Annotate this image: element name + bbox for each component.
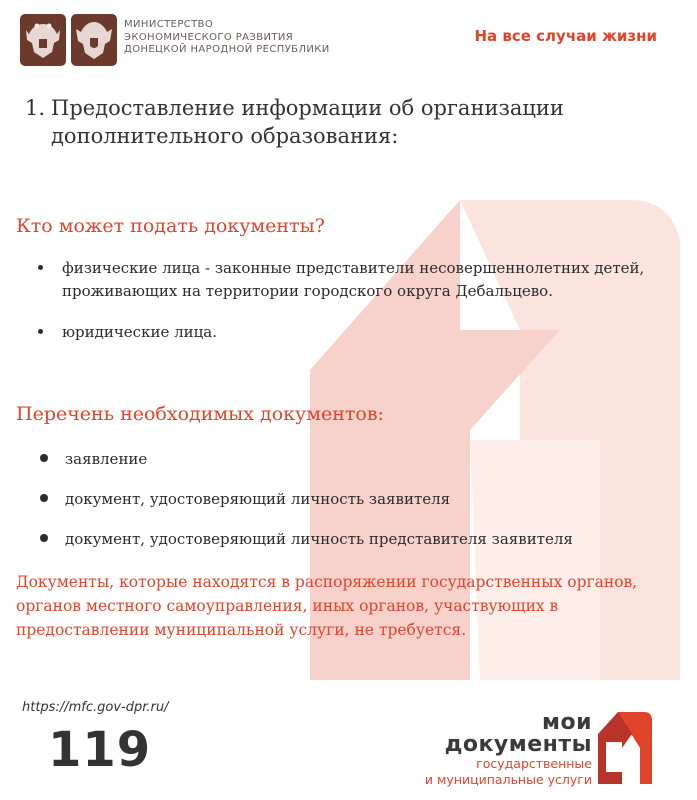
section-title-who-can-apply: Кто может подать документы?	[16, 215, 325, 237]
brand-line: документы	[444, 732, 592, 757]
bullet-icon	[38, 329, 43, 334]
list-item	[38, 488, 688, 528]
ministry-line: МИНИСТЕРСТВО	[124, 19, 214, 30]
heading-number: 1.	[25, 96, 46, 120]
brand-line: государственные	[476, 756, 592, 771]
bullet-icon	[40, 454, 48, 462]
bullet-icon	[40, 494, 48, 502]
section-title-required-documents: Перечень необходимых документов:	[16, 403, 384, 425]
bullet-icon	[38, 265, 43, 270]
page-title	[25, 94, 645, 150]
brand-line: и муниципальные услуги	[424, 772, 592, 787]
brand-line: мои	[541, 710, 592, 735]
ministry-line: ЭКОНОМИЧЕСКОГО РАЗВИТИЯ	[124, 31, 294, 43]
applicants-list	[36, 257, 696, 344]
ministry-name	[124, 19, 330, 57]
heading-text: Предоставление информации об организации дополнительного образования:	[51, 96, 564, 148]
list-item	[36, 257, 696, 303]
list-item-text: документ, удостоверяющий личность заявителя	[65, 490, 451, 508]
site-url: https://mfc.gov-dpr.ru/	[22, 700, 169, 715]
brand-logo-text	[425, 712, 592, 788]
list-item-text: заявление	[65, 450, 148, 468]
moi-dokumenty-logo-icon	[596, 712, 652, 784]
list-item	[36, 321, 696, 344]
tagline: На все случаи жизни	[474, 27, 657, 45]
list-item	[38, 448, 688, 488]
page-number: 119	[48, 722, 152, 778]
list-item-text: юридические лица.	[62, 323, 217, 341]
ministry-line: ДОНЕЦКОЙ НАРОДНОЙ РЕСПУБЛИКИ	[124, 44, 330, 55]
list-item-text: физические лица - законные представители несовершеннолетних детей, проживающих на территории городского округа Дебальцево.	[62, 259, 645, 300]
bullet-icon	[40, 534, 48, 542]
documents-note: Документы, которые находятся в распоряжении государственных органов, органов местного самоуправления, иных органов, участвующих в предоставлении муниципальной услуги, не требуется.	[16, 573, 638, 639]
list-item-text: документ, удостоверяющий личность представителя заявителя	[65, 530, 573, 548]
russia-coat-of-arms-icon	[20, 14, 66, 66]
dpr-coat-of-arms-icon	[71, 14, 117, 66]
list-item	[38, 528, 688, 568]
documents-list	[38, 448, 688, 568]
